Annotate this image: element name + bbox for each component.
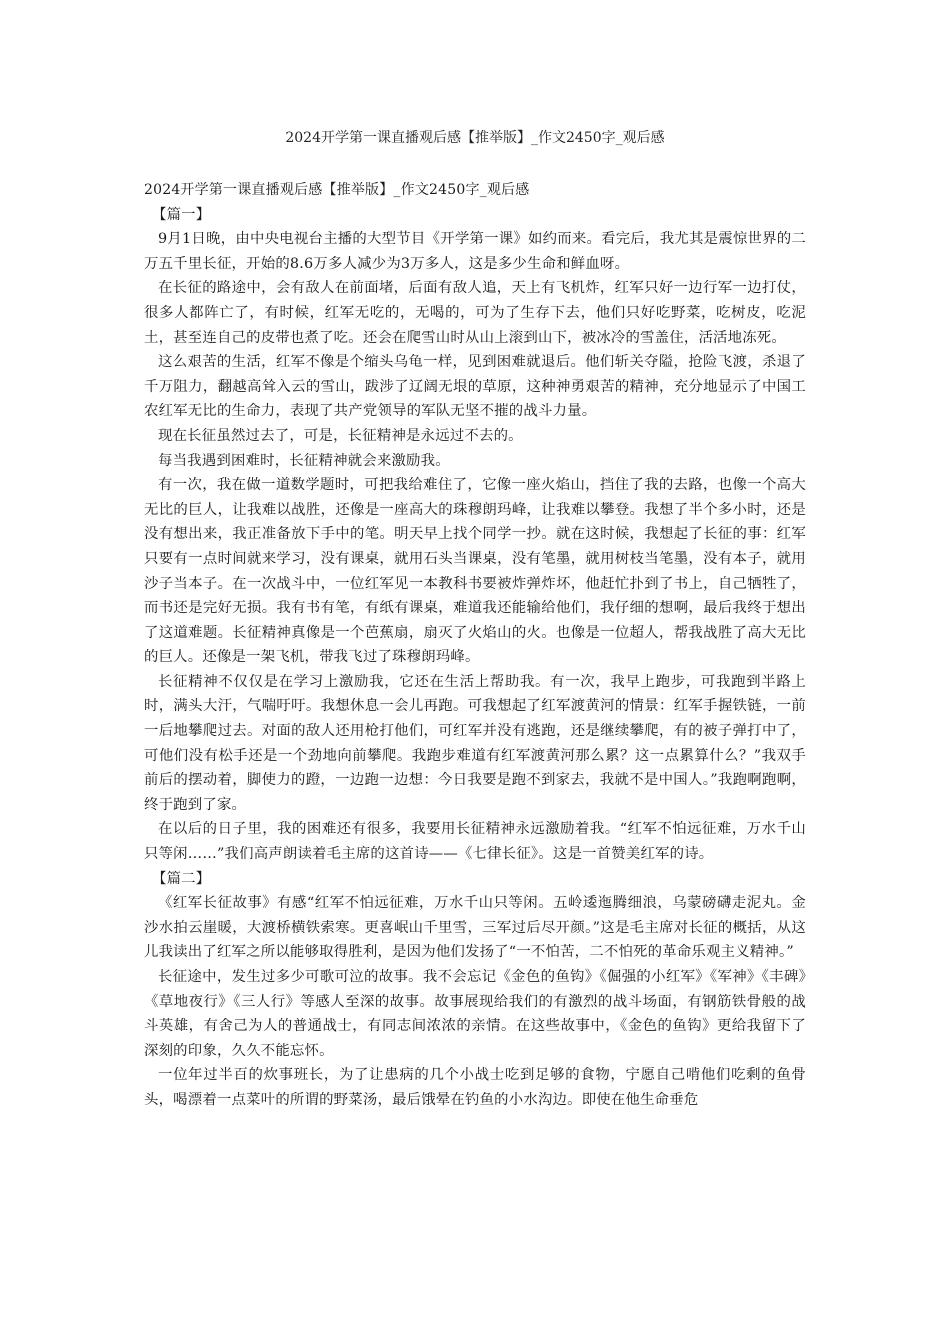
- paragraph: 长征途中，发生过多少可歌可泣的故事。我不会忘记《金色的鱼钩》《倔强的小红军》《军神》《丰碑》《草地夜行》《三人行》等感人至深的故事。故事展现给我们的有激烈的战斗场面，有钢筋铁骨般的战斗英雄，有舍己为人的普通战士，有同志间浓浓的亲情。在这些故事中，《金色的鱼钩》更给我留下了深刻的印象，久久不能忘怀。: [144, 969, 806, 1059]
- paragraph: 长征精神不仅仅是在学习上激励我，它还在生活上帮助我。有一次，我早上跑步，可我跑到半路上时，满头大汗，气喘吁吁。我想休息一会儿再跑。可我想起了红军渡黄河的情景：红军手握铁链，一前一后地攀爬过去。对面的敌人还用枪打他们，可红军并没有逃跑，还是继续攀爬，有的被子弹打中了，可他们没有松手还是一个劲地向前攀爬。我跑步难道有红军渡黄河那么累？这一点累算什么？”我双手前后的摆动着，脚使力的蹬，一边跑一边想：今日我要是跑不到家去，我就不是中国人。”我跑啊跑啊，终于跑到了家。: [144, 673, 806, 813]
- paragraph: 一位年过半百的炊事班长，为了让患病的几个小战士吃到足够的食物，宁愿自己啃他们吃剩的鱼骨头，喝漂着一点菜叶的所谓的野菜汤，最后饿晕在钓鱼的小水沟边。即使在他生命垂危: [144, 1067, 806, 1108]
- paragraph: 这么艰苦的生活，红军不像是个缩头乌龟一样，见到困难就退后。他们斩关夺隘，抢险飞渡，杀退了千万阻力，翻越高耸入云的雪山，跋涉了辽阔无垠的草原，这种神勇艰苦的精神，充分地显示了中国工农红军无比的生命力，表现了共产党领导的军队无坚不摧的战斗力量。: [144, 354, 806, 420]
- paragraph: 有一次，我在做一道数学题时，可把我给难住了，它像一座火焰山，挡住了我的去路，也像一个高大无比的巨人，让我难以战胜，还像是一座高大的珠穆朗玛峰，让我难以攀登。我想了半个多小时，还是没有想出来，我正准备放下手中的笔。明天早上找个同学一抄。就在这时候，我想起了长征的事：红军只要有一点时间就来学习，没有课桌，就用石头当课桌，没有笔墨，就用树枝当笔墨，没有本子，就用沙子当本子。在一次战斗中，一位红军见一本教科书要被炸弹炸坏，他赶忙扑到了书上，自己牺牲了，而书还是完好无损。我有书有笔，有纸有课桌，难道我还能输给他们，我仔细的想啊，最后我终于想出了这道难题。长征精神真像是一个芭蕉扇，扇灭了火焰山的火。也像是一位超人，帮我战胜了高大无比的巨人。还像是一架飞机，带我飞过了珠穆朗玛峰。: [144, 477, 806, 666]
- paragraph: 在长征的路途中，会有敌人在前面堵，后面有敌人追，天上有飞机炸，红军只好一边行军一边打仗，很多人都阵亡了，有时候，红军无吃的，无喝的，可为了生存下去，他们只好吃野菜，吃树皮，吃泥土，甚至连自己的皮带也煮了吃。还会在爬雪山时从山上滚到山下，被冰冷的雪盖住，活活地冻死。: [144, 280, 806, 346]
- paragraph: 每当我遇到困难时，长征精神就会来激励我。: [158, 452, 450, 469]
- paragraph: 9月1日晚，由中央电视台主播的大型节目《开学第一课》如约而来。看完后，我尤其是震惊世界的二万五千里长征，开始的8.6万多人减少为3万多人，这是多少生命和鲜血呀。: [144, 231, 806, 272]
- paragraph: 现在长征虽然过去了，可是，长征精神是永远过不去的。: [158, 427, 523, 444]
- paragraph: 在以后的日子里，我的困难还有很多，我要用长征精神永远激励着我。“红军不怕远征难，万水千山只等闲……”我们高声朗读着毛主席的这首诗——《七律长征》。这是一首赞美红军的诗。: [144, 821, 806, 863]
- document-subtitle: 2024开学第一课直播观后感【推举版】_作文2450字_观后感: [144, 182, 530, 198]
- section-heading: 【篇二】: [152, 870, 211, 887]
- document-body: [144, 178, 806, 1113]
- paragraph: 《红军长征故事》有感“红军不怕远征难，万水千山只等闲。五岭逶迤腾细浪，乌蒙磅礴走泥丸。金沙水拍云崖暖，大渡桥横铁索寒。更喜岷山千里雪，三军过后尽开颜。”这是毛主席对长征的概括，从这儿我读出了红军之所以能够取得胜利，是因为他们发扬了“一不怕苦，二不怕死的革命乐观主义精神。”: [144, 895, 806, 961]
- section-heading: 【篇一】: [152, 206, 211, 223]
- document-title: 2024开学第一课直播观后感【推举版】_作文2450字_观后感: [285, 130, 665, 146]
